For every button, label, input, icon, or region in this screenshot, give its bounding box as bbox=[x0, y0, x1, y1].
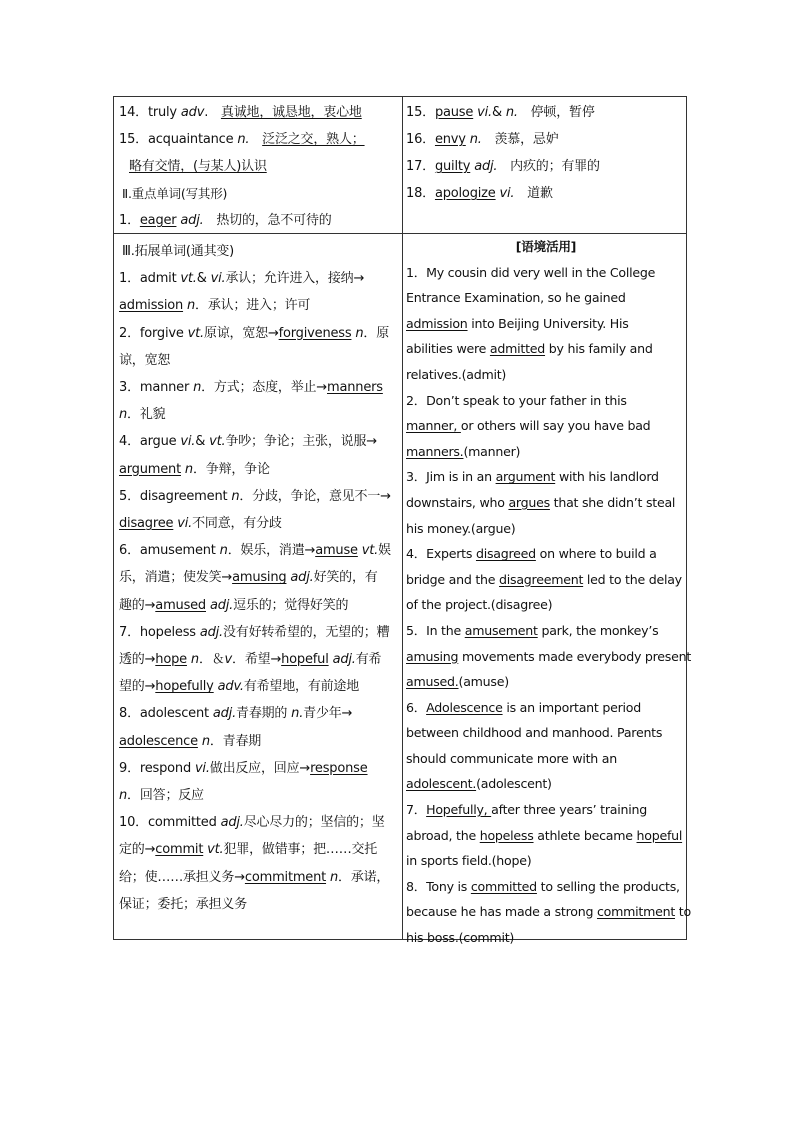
text-segment: with his landlord bbox=[555, 469, 659, 485]
text-segment: 2．Don’t speak to your father in this bbox=[406, 392, 627, 408]
text-segment: 4．argue bbox=[119, 434, 181, 450]
text-segment: to selling the products, bbox=[536, 878, 680, 894]
text-line bbox=[406, 567, 686, 593]
text-segment: 8．Tony is bbox=[406, 878, 471, 894]
answer-word: commitment bbox=[596, 904, 676, 920]
answer-word: amusing bbox=[406, 648, 459, 664]
text-segment: 承认；允许进入，接纳→ bbox=[225, 271, 365, 287]
text-segment: 15． bbox=[406, 105, 435, 120]
answer-word: pause bbox=[434, 105, 474, 120]
part-of-speech: n bbox=[231, 488, 240, 504]
part-of-speech: adv bbox=[180, 105, 205, 120]
part-of-speech: adj. bbox=[212, 706, 237, 722]
column-divider bbox=[402, 97, 403, 939]
top-right-cell bbox=[406, 99, 686, 207]
part-of-speech: vt. bbox=[209, 434, 226, 450]
answer-word: disagree bbox=[119, 516, 174, 532]
part-of-speech: adj. bbox=[220, 815, 244, 831]
answer-word: admitted bbox=[489, 341, 546, 357]
text-line bbox=[406, 899, 691, 925]
text-line bbox=[119, 755, 399, 782]
bottom-right-cell bbox=[406, 234, 692, 951]
answer-word: manner, bbox=[406, 418, 461, 434]
part-of-speech: vi. bbox=[477, 105, 492, 120]
text-segment: 好笑的，有 bbox=[313, 570, 378, 586]
answer-word: hopeful bbox=[281, 652, 329, 668]
answer-word: amused bbox=[155, 597, 206, 613]
text-segment: & bbox=[196, 271, 211, 287]
part-of-speech: v bbox=[224, 652, 233, 668]
answer-word: adolescent. bbox=[406, 776, 477, 792]
vocabulary-table bbox=[113, 96, 692, 946]
answer-word: apologize bbox=[434, 186, 496, 201]
part-of-speech: adj. bbox=[199, 624, 223, 640]
part-of-speech: vt. bbox=[187, 325, 204, 341]
part-of-speech: vi. bbox=[177, 516, 193, 532]
text-segment: into Beijing University. His bbox=[467, 315, 629, 331]
part-of-speech: n bbox=[219, 543, 228, 559]
answer-word: Hopefully, bbox=[426, 802, 492, 818]
answer-word: manners bbox=[327, 380, 383, 396]
text-segment: led to the delay bbox=[583, 571, 682, 587]
text-segment: 内疚的；有罪的 bbox=[497, 159, 600, 174]
answer-word: amused. bbox=[406, 674, 459, 690]
part-of-speech: adv. bbox=[217, 679, 244, 695]
text-segment: 娱 bbox=[378, 543, 391, 559]
answer-word: hopeful bbox=[636, 827, 683, 843]
text-line bbox=[119, 510, 399, 537]
text-segment: movements made everybody present bbox=[458, 648, 692, 664]
answer-word: commit bbox=[155, 842, 204, 858]
text-line bbox=[406, 874, 686, 900]
part-of-speech: adj. bbox=[332, 652, 356, 668]
text-line bbox=[119, 728, 399, 755]
answer-word: 真诚地，诚恳地，衷心地 bbox=[220, 105, 362, 120]
part-of-speech: vi. bbox=[210, 271, 226, 287]
text-segment: 趣的→ bbox=[119, 597, 156, 613]
text-segment: 道歉 bbox=[514, 186, 553, 201]
text-segment: & bbox=[491, 105, 506, 120]
answer-word: admission bbox=[119, 298, 184, 314]
exercise-lines bbox=[406, 260, 692, 951]
text-line bbox=[406, 848, 686, 874]
vocab-line bbox=[119, 207, 399, 234]
text-segment: ．原 bbox=[363, 325, 390, 341]
text-line bbox=[119, 456, 399, 483]
text-segment: because he has made a strong bbox=[406, 904, 597, 920]
answer-word: commitment bbox=[244, 869, 327, 885]
text-segment: 有希 bbox=[355, 652, 382, 668]
text-line bbox=[406, 516, 686, 542]
vocab-line bbox=[119, 153, 399, 180]
answer-word: forgiveness bbox=[278, 325, 352, 341]
text-line bbox=[406, 618, 686, 644]
text-segment: ．方式；态度，举止→ bbox=[201, 380, 328, 396]
answer-word: hopeless bbox=[479, 827, 534, 843]
vocab-line bbox=[406, 180, 686, 207]
answer-word: amuse bbox=[315, 543, 358, 559]
text-line bbox=[406, 362, 686, 388]
text-segment: 1．My cousin did very well in the College bbox=[406, 264, 656, 280]
text-line bbox=[119, 836, 399, 863]
vocab-line bbox=[406, 99, 686, 126]
text-segment: ．娱乐，消遣→ bbox=[227, 543, 316, 559]
text-line bbox=[119, 401, 399, 428]
part-of-speech: n bbox=[329, 869, 339, 885]
text-segment: by his family and bbox=[545, 341, 653, 357]
text-segment: that she didn’t steal bbox=[549, 494, 676, 510]
text-segment: 9．respond bbox=[119, 760, 195, 776]
answer-word: disagreement bbox=[499, 571, 584, 587]
text-line bbox=[119, 564, 399, 591]
text-line bbox=[119, 891, 399, 918]
text-line bbox=[406, 464, 686, 490]
text-segment: 3．Jim is in an bbox=[406, 469, 496, 485]
text-segment: 8．adolescent bbox=[119, 706, 213, 722]
answer-word: envy bbox=[434, 132, 466, 147]
answer-word: admission bbox=[406, 315, 468, 331]
text-segment: 保证；委托；承担义务 bbox=[119, 896, 248, 912]
text-segment: between childhood and manhood. Parents bbox=[406, 725, 663, 741]
text-segment: (manner) bbox=[463, 443, 521, 459]
answer-word: disagreed bbox=[475, 546, 536, 562]
text-line bbox=[119, 292, 399, 319]
text-line bbox=[119, 374, 399, 401]
vocab-line bbox=[406, 153, 686, 180]
vocab-line bbox=[119, 126, 399, 153]
text-segment: 不同意，有分歧 bbox=[192, 516, 282, 532]
text-segment bbox=[249, 132, 262, 147]
text-segment: 16． bbox=[406, 132, 435, 147]
text-line bbox=[406, 797, 686, 823]
text-segment: 尽心尽力的；坚信的；坚 bbox=[243, 815, 385, 831]
vocab-line bbox=[119, 99, 399, 126]
part-of-speech: n bbox=[355, 325, 364, 341]
text-line bbox=[406, 592, 686, 618]
part-of-speech: n. bbox=[469, 132, 482, 147]
text-segment: 6． bbox=[406, 699, 427, 715]
text-segment: 3．manner bbox=[119, 380, 194, 396]
answer-word: argument bbox=[119, 461, 181, 477]
text-line bbox=[119, 646, 399, 673]
part-of-speech: n bbox=[201, 733, 210, 749]
text-line bbox=[406, 669, 686, 695]
text-segment: ．礼貌 bbox=[127, 407, 166, 423]
text-segment: abroad, the bbox=[406, 827, 480, 843]
part-of-speech: n. bbox=[237, 132, 250, 147]
top-left-cell bbox=[119, 99, 399, 234]
text-segment: 羡慕，忌妒 bbox=[481, 132, 559, 147]
text-line bbox=[119, 320, 399, 347]
text-segment: should communicate more with an bbox=[406, 750, 617, 766]
text-line bbox=[406, 311, 686, 337]
text-line bbox=[119, 864, 399, 891]
text-segment: on where to build a bbox=[535, 546, 657, 562]
text-segment: his boss.(commit) bbox=[406, 930, 515, 946]
answer-word: 略有交情，(与某人)认识 bbox=[129, 159, 267, 174]
text-segment: ．分歧，争论，意见不一→ bbox=[239, 488, 391, 504]
text-segment: 1．admit bbox=[119, 271, 181, 287]
text-line bbox=[406, 413, 686, 439]
text-line bbox=[406, 644, 692, 670]
text-segment: Ⅱ.重点单词(写其形) bbox=[122, 186, 228, 201]
answer-word: hopefully bbox=[155, 679, 214, 695]
part-of-speech: n bbox=[119, 407, 128, 423]
text-segment: park, the monkey’s bbox=[537, 622, 659, 638]
text-segment: 原谅，宽恕→ bbox=[203, 325, 279, 341]
text-line bbox=[119, 428, 399, 455]
text-segment: (amuse) bbox=[458, 674, 509, 690]
text-segment: 14．truly bbox=[119, 105, 181, 120]
text-segment: relatives.(admit) bbox=[406, 366, 507, 382]
text-line bbox=[406, 925, 686, 951]
text-segment: 青少年→ bbox=[303, 706, 353, 722]
text-line bbox=[119, 700, 399, 727]
text-line bbox=[119, 537, 399, 564]
text-segment: 4．Experts bbox=[406, 546, 476, 562]
answer-word: 泛泛之交，熟人； bbox=[262, 132, 365, 147]
text-segment: 没有好转希望的，无望的；糟 bbox=[222, 624, 390, 640]
text-line bbox=[119, 782, 399, 809]
text-line bbox=[119, 619, 399, 646]
text-segment: 争吵；争论；主张，说服→ bbox=[225, 434, 377, 450]
part-of-speech: n. bbox=[505, 105, 518, 120]
text-segment: 做出反应，回应→ bbox=[209, 760, 311, 776]
text-segment: 5．In the bbox=[406, 622, 465, 638]
text-segment: 17． bbox=[406, 159, 435, 174]
bottom-left-cell bbox=[119, 238, 399, 918]
text-segment: 5．disagreement bbox=[119, 488, 232, 504]
text-segment: 10．committed bbox=[119, 815, 221, 831]
text-segment: (adolescent) bbox=[476, 776, 552, 792]
text-segment: ．＆ bbox=[198, 652, 225, 668]
text-line bbox=[406, 336, 686, 362]
text-segment: 青春期的 bbox=[236, 706, 292, 722]
text-line bbox=[119, 592, 399, 619]
text-segment: 2．forgive bbox=[119, 325, 188, 341]
vocab-line bbox=[406, 126, 686, 153]
answer-word: eager bbox=[139, 213, 177, 228]
part-of-speech: vt. bbox=[361, 543, 379, 559]
part-of-speech: n bbox=[119, 788, 128, 804]
part-of-speech: n bbox=[193, 380, 202, 396]
text-segment: 1． bbox=[119, 213, 140, 228]
answer-word: amusing bbox=[232, 570, 287, 586]
text-line bbox=[406, 285, 686, 311]
text-segment: 乐，消遣；使发笑→ bbox=[119, 570, 233, 586]
answer-word: committed bbox=[470, 878, 537, 894]
text-line bbox=[119, 673, 399, 700]
part-of-speech: adj. bbox=[290, 570, 314, 586]
text-segment: 7．hopeless bbox=[119, 624, 200, 640]
text-segment: bridge and the bbox=[406, 571, 500, 587]
text-segment: 透的→ bbox=[119, 652, 156, 668]
text-segment: ．青春期 bbox=[209, 733, 262, 749]
text-line bbox=[406, 439, 686, 465]
text-segment: of the project.(disagree) bbox=[406, 597, 553, 613]
part-of-speech: vt. bbox=[180, 271, 197, 287]
answer-word: adolescence bbox=[119, 733, 198, 749]
text-segment: 给；使……承担义务→ bbox=[119, 869, 245, 885]
text-segment: Ⅲ.拓展单词(通其变) bbox=[122, 244, 235, 259]
text-segment: 6．amusement bbox=[119, 543, 220, 559]
section-heading bbox=[119, 238, 399, 265]
text-segment: to bbox=[675, 904, 691, 920]
text-line bbox=[406, 695, 686, 721]
part-of-speech: n bbox=[190, 652, 199, 668]
answer-word: argues bbox=[508, 494, 550, 510]
text-segment: 停顿，暂停 bbox=[517, 105, 595, 120]
text-line bbox=[406, 541, 686, 567]
part-of-speech: vi. bbox=[180, 434, 196, 450]
answer-word: amusement bbox=[464, 622, 538, 638]
text-line bbox=[119, 347, 399, 374]
part-of-speech: vi. bbox=[194, 760, 210, 776]
text-segment: ．争辩，争论 bbox=[192, 461, 270, 477]
answer-word: hope bbox=[155, 652, 187, 668]
text-segment: abilities were bbox=[406, 341, 490, 357]
text-segment: is an important period bbox=[502, 699, 641, 715]
text-segment: athlete became bbox=[533, 827, 637, 843]
text-segment: 15．acquaintance bbox=[119, 132, 238, 147]
text-line bbox=[406, 388, 686, 414]
text-segment: 18． bbox=[406, 186, 435, 201]
text-segment: ．希望→ bbox=[232, 652, 282, 668]
text-line bbox=[406, 720, 686, 746]
answer-word: manners. bbox=[406, 443, 464, 459]
part-of-speech: adj. bbox=[474, 159, 498, 174]
part-of-speech: n bbox=[184, 461, 193, 477]
answer-word: guilty bbox=[434, 159, 471, 174]
text-segment: 定的→ bbox=[119, 842, 156, 858]
text-line bbox=[119, 483, 399, 510]
part-of-speech: n bbox=[186, 298, 196, 314]
text-line bbox=[406, 823, 686, 849]
text-segment: after three years’ training bbox=[491, 802, 647, 818]
text-line bbox=[406, 260, 686, 286]
text-segment: his money.(argue) bbox=[406, 520, 516, 536]
text-segment: ．承诺， bbox=[338, 869, 390, 885]
part-of-speech: adj. bbox=[180, 213, 204, 228]
text-segment: downstairs, who bbox=[406, 494, 509, 510]
part-of-speech: n. bbox=[291, 706, 304, 722]
text-segment: & bbox=[195, 434, 210, 450]
part-of-speech: vi. bbox=[499, 186, 515, 201]
text-line bbox=[119, 265, 399, 292]
text-segment: or others will say you have bad bbox=[460, 418, 651, 434]
text-line bbox=[119, 809, 399, 836]
answer-word: response bbox=[310, 760, 368, 776]
answer-word: argument bbox=[495, 469, 556, 485]
part-of-speech: adj. bbox=[209, 597, 234, 613]
text-segment: 逗乐的；觉得好笑的 bbox=[233, 597, 349, 613]
text-segment: ．承认；进入；许可 bbox=[195, 298, 311, 314]
text-segment: 7． bbox=[406, 802, 427, 818]
text-segment: ．回答；反应 bbox=[127, 788, 204, 804]
text-segment: in sports field.(hope) bbox=[406, 853, 532, 869]
section-heading bbox=[119, 180, 399, 207]
text-segment: 有希望地，有前途地 bbox=[243, 679, 360, 695]
text-segment: Entrance Examination, so he gained bbox=[406, 290, 626, 306]
context-usage-header: [语境活用] bbox=[515, 239, 577, 254]
text-line bbox=[406, 771, 686, 797]
text-segment: 谅，宽恕 bbox=[119, 352, 171, 368]
text-line bbox=[406, 490, 686, 516]
answer-word: Adolescence bbox=[426, 699, 503, 715]
text-segment: 望的→ bbox=[119, 679, 156, 695]
text-segment: . bbox=[204, 105, 221, 120]
text-segment: 热切的，急不可待的 bbox=[203, 213, 332, 228]
text-segment: 犯罪，做错事；把……交托 bbox=[223, 842, 378, 858]
text-line bbox=[406, 746, 686, 772]
part-of-speech: vt. bbox=[207, 842, 224, 858]
